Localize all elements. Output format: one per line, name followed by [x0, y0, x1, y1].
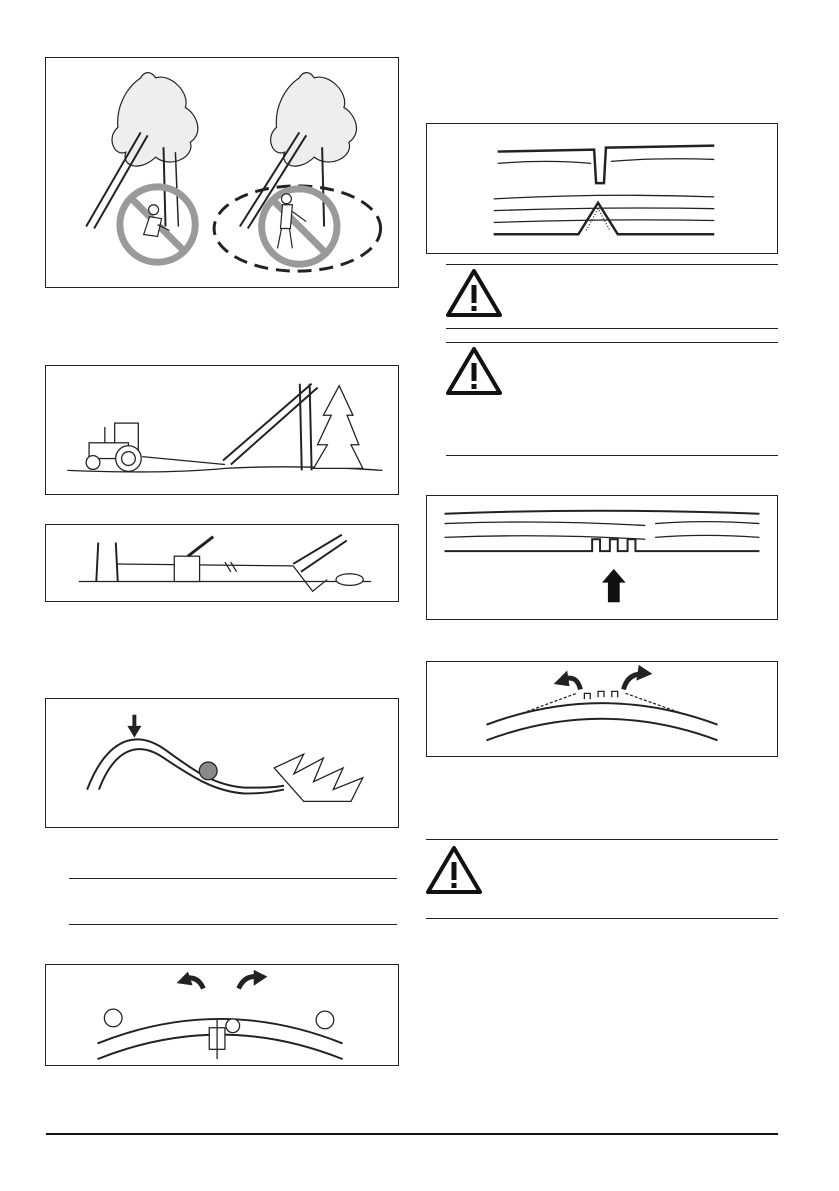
warning-box [446, 346, 502, 396]
warning-top-rule [426, 839, 778, 840]
bent-tree-illustration [46, 699, 398, 827]
page-footer-rule [46, 1133, 778, 1135]
figure-log-underside-cuts [426, 495, 778, 620]
figure-tension-cut-both-sides [45, 964, 399, 1066]
bent-log-illustration [427, 662, 777, 756]
chainsaw-icon [209, 1020, 225, 1059]
warning-triangle-icon [446, 268, 502, 318]
hung-tree-illustration [46, 58, 398, 287]
log-cuts-illustration [427, 496, 777, 619]
divider-rule [69, 878, 397, 879]
warning-triangle-icon [446, 346, 502, 396]
figure-log-bent-cuts [426, 661, 778, 757]
warning-box [446, 268, 502, 318]
arrow-up-icon [602, 569, 626, 602]
arrow-down-icon [128, 715, 140, 737]
winch-illustration [46, 525, 398, 601]
figure-bent-tree-tension [45, 698, 399, 828]
notch-log-illustration [427, 124, 777, 253]
tractor-icon [86, 423, 141, 471]
warning-triangle-icon [426, 845, 482, 895]
warning-box [426, 845, 482, 895]
warning-top-rule [446, 342, 778, 343]
tension-cut-illustration [46, 965, 398, 1065]
figure-notch-log-pressure [426, 123, 778, 254]
winch-icon [174, 537, 213, 582]
figure-winch-pull-tree [45, 524, 399, 602]
warning-bottom-rule [446, 455, 778, 456]
figure-tractor-pull-tree [45, 365, 399, 495]
tractor-illustration [46, 366, 398, 494]
figure-hung-tree-prohibition [45, 57, 399, 288]
warning-top-rule [446, 264, 778, 265]
divider-rule [69, 924, 397, 925]
warning-bottom-rule [446, 328, 778, 329]
warning-bottom-rule [426, 918, 778, 919]
